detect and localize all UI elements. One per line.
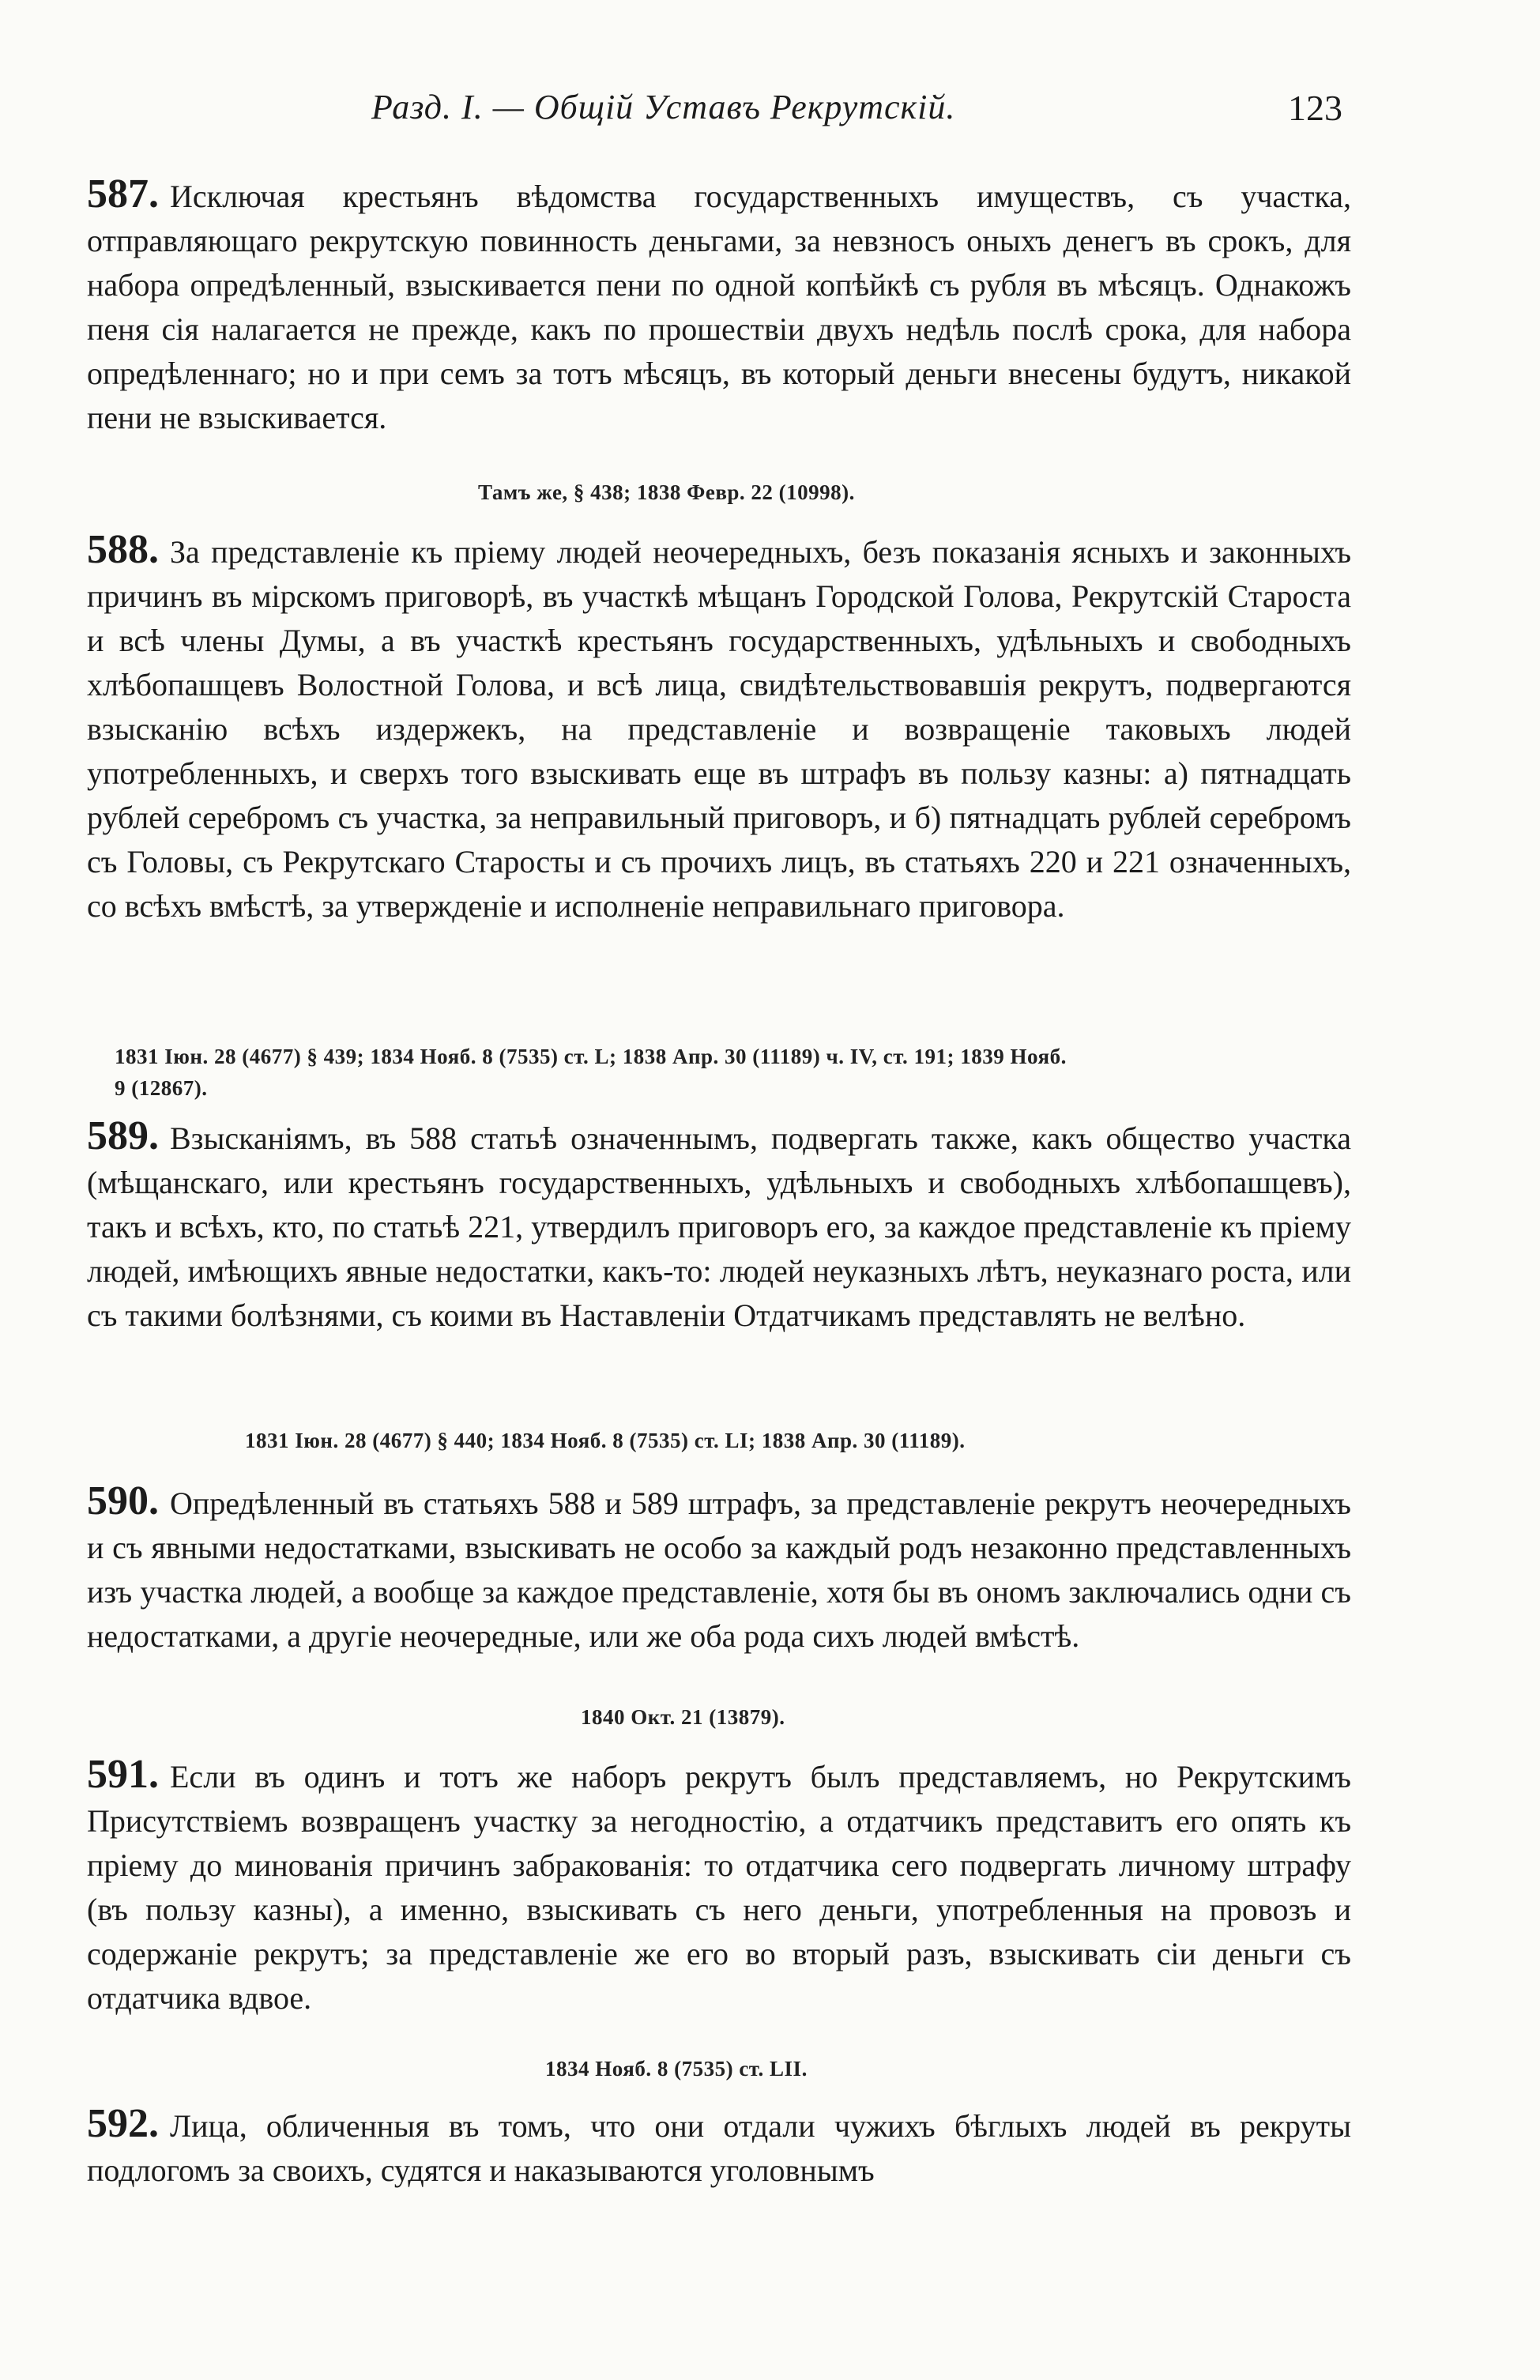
- article-source: Тамъ же, § 438; 1838 Февр. 22 (10998).: [478, 480, 855, 504]
- article-text: Если въ одинъ и тотъ же наборъ рекрутъ былъ представляемъ, но Рекрутскимъ Присутствіемъ возвращенъ участку за негодностію, а отдатчикъ представитъ его опять къ пріему до минованія причинъ забракованія: то отдатчика сего подвергать личному штрафу (въ пользу казны), а именно, взыскивать съ него деньги, употребленныя на провозъ и содержаніе рекрутъ; за представленіе же его во вторый разъ, взыскивать сіи деньги съ отдатчика вдвое.: [87, 1759, 1351, 2016]
- article-587: [87, 172, 1351, 440]
- page-header: [0, 87, 1540, 142]
- article-text: Опредѣленный въ статьяхъ 588 и 589 штрафъ, за представленіе рекрутъ неочередныхъ и съ явными недостатками, взыскивать не особо за каждый родъ незаконно представленныхъ изъ участка людей, а вообще за каждое представленіе, хотя бы въ ономъ заключались одни съ недостатками, а другіе неочередные, или же оба рода сихъ людей вмѣстѣ.: [87, 1486, 1351, 1654]
- article-number: 588.: [87, 527, 159, 572]
- article-590: [87, 1479, 1351, 1659]
- article-589: [87, 1114, 1351, 1338]
- article-number: 589.: [87, 1113, 159, 1158]
- article-number: 587.: [87, 171, 159, 217]
- article-number: 591.: [87, 1752, 159, 1797]
- article-paragraph: [87, 1114, 1351, 1338]
- article-source: 1840 Окт. 21 (13879).: [581, 1705, 785, 1729]
- article-paragraph: [87, 1753, 1351, 2020]
- article-588: [87, 528, 1351, 928]
- article-paragraph: [87, 2102, 1351, 2193]
- article-source-continued: 9 (12867).: [115, 1076, 208, 1100]
- article-source: 1831 Іюн. 28 (4677) § 439; 1834 Нояб. 8 (7535) ст. L; 1838 Апр. 30 (11189) ч. IV, ст. 191; 1839 Нояб.: [115, 1045, 1067, 1068]
- article-number: 592.: [87, 2101, 159, 2146]
- running-title: Разд. I. — Общій Уставъ Рекрутскій.: [371, 88, 956, 126]
- article-text: Лица, обличенныя въ томъ, что они отдали чужихъ бѣглыхъ людей въ рекруты подлогомъ за своихъ, судятся и наказываются уголовнымъ: [87, 2108, 1351, 2188]
- article-number: 590.: [87, 1478, 159, 1523]
- page-number: 123: [1288, 88, 1342, 128]
- article-591: [87, 1753, 1351, 2020]
- article-592: [87, 2102, 1351, 2193]
- article-source: 1834 Нояб. 8 (7535) ст. LII.: [545, 2057, 808, 2081]
- article-text: Исключая крестьянъ вѣдомства государственныхъ имуществъ, съ участка, отправляющаго рекрутскую повинность деньгами, за невзносъ оныхъ денегъ въ срокъ, для набора опредѣленный, взыскивается пени по одной копѣйкѣ съ рубля въ мѣсяцъ. Однакожъ пеня сія налагается не прежде, какъ по прошествіи двухъ недѣль послѣ срока, для набора опредѣленнаго; но и при семъ за тотъ мѣсяцъ, въ который деньги внесены будутъ, никакой пени не взыскивается.: [87, 179, 1351, 435]
- article-text: Взысканіямъ, въ 588 статьѣ означеннымъ, подвергать также, какъ общество участка (мѣщанскаго, или крестьянъ государственныхъ, удѣльныхъ и свободныхъ хлѣбопашцевъ), такъ и всѣхъ, кто, по статьѣ 221, утвердилъ приговоръ его, за каждое представленіе къ пріему людей, имѣющихъ явные недостатки, какъ-то: людей неуказныхъ лѣтъ, неуказнаго роста, или съ такими болѣзнями, съ коими въ Наставленіи Отдатчикамъ представлять не велѣно.: [87, 1120, 1351, 1333]
- article-text: За представленіе къ пріему людей неочередныхъ, безъ показанія ясныхъ и законныхъ причинъ въ мірскомъ приговорѣ, въ участкѣ мѣщанъ Городской Голова, Рекрутскій Староста и всѣ члены Думы, а въ участкѣ крестьянъ государственныхъ, удѣльныхъ и свободныхъ хлѣбопашцевъ Волостной Голова, и всѣ лица, свидѣтельствовавшія рекрутъ, подвергаются взысканію всѣхъ издержекъ, на представленіе и возвращеніе таковыхъ людей употребленныхъ, и сверхъ того взыскивать еще въ штрафъ въ пользу казны: а) пятнадцать рублей серебромъ съ участка, за неправильный приговоръ, и б) пятнадцать рублей серебромъ съ Головы, съ Рекрутскаго Старосты и съ прочихъ лицъ, въ статьяхъ 220 и 221 означенныхъ, со всѣхъ вмѣстѣ, за утвержденіе и исполненіе неправильнаго приговора.: [87, 534, 1351, 924]
- article-paragraph: [87, 172, 1351, 440]
- article-source: 1831 Іюн. 28 (4677) § 440; 1834 Нояб. 8 (7535) ст. LI; 1838 Апр. 30 (11189).: [245, 1429, 966, 1452]
- article-paragraph: [87, 528, 1351, 928]
- article-paragraph: [87, 1479, 1351, 1659]
